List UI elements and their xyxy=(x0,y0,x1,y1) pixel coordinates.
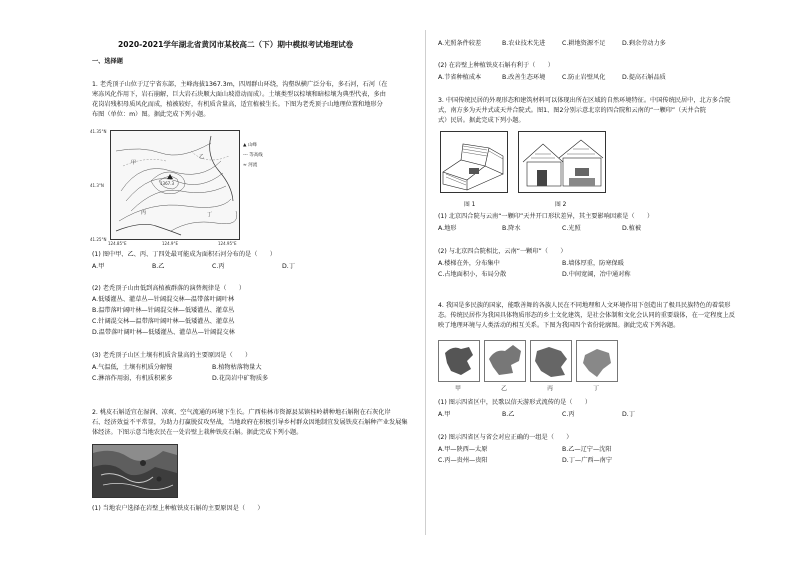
province-map-ding xyxy=(576,340,618,382)
q4-intro-line: 映了地理环境与人类活动的相互关系。下图为我国四个省份轮廓图。据此完成下列各题。 xyxy=(438,322,680,329)
q3-1-stem: (1) 北京四合院与云南“一颗印”天井开口形状差异，其主要影响因素是（ ） xyxy=(438,213,654,220)
q2-1-option-c[interactable]: C.耕地资源不足 xyxy=(562,40,606,47)
q4-intro-line: 4. 我国是多民族的国家，能歌善舞的各族人民在不同地理和人文环境作用下创造出了极具民族特色的着装形 xyxy=(438,302,731,309)
q2-1-option-b[interactable]: B.农业技术先进 xyxy=(502,40,546,47)
q1-2-option-b[interactable]: B.温带落叶阔叶林—针阔混交林—低矮灌丛、灌草丛 xyxy=(92,307,235,314)
q4-2-option-d[interactable]: D.丁—广西—南宁 xyxy=(562,457,613,464)
province-map-bing xyxy=(530,340,572,382)
q2-1-option-a[interactable]: A.光照条件较差 xyxy=(438,40,482,47)
q2-1-option-d[interactable]: D.剩余劳动力多 xyxy=(622,40,666,47)
province-label-yi: 乙 xyxy=(501,386,507,392)
section-heading: 一、选择题 xyxy=(92,58,123,65)
q4-1-option-d[interactable]: D.丁 xyxy=(622,411,635,418)
province-shape-jia xyxy=(439,341,479,381)
q1-2-option-a[interactable]: A.低矮灌丛、灌草丛—针阔混交林—温带落叶阔叶林 xyxy=(92,296,235,303)
map-label-jia: 甲 xyxy=(131,160,137,166)
q1-intro-line: 1. 老秃顶子山位于辽宁省东部，主峰海拔1367.3m，四周群山环绕，沟壑纵横广泛分布，多石河，石河（在 xyxy=(92,81,388,88)
q3-1-option-b[interactable]: B.降水 xyxy=(502,225,521,232)
q1-1-option-c[interactable]: C.丙 xyxy=(212,263,225,270)
province-map-yi xyxy=(484,340,526,382)
q4-2-option-a[interactable]: A.甲—陕西—太原 xyxy=(438,446,488,453)
q2-intro-line: 2. 桃皮石斛适宜在湿润、凉爽、空气流通的环境下生长。广西桂林市资源县某镇桂岭耕种地石斛附在石灰化岸 xyxy=(92,409,391,416)
figure-2-yikeyin xyxy=(518,131,606,193)
province-shape-bing xyxy=(531,341,571,381)
q1-intro-line: 布图（单位：m）图。据此完成下列小题。 xyxy=(92,111,210,118)
q3-1-option-c[interactable]: C.光照 xyxy=(562,225,581,232)
q2-2-option-a[interactable]: A.节省种植成本 xyxy=(438,74,482,81)
q2-2-option-b[interactable]: B.改善生态环境 xyxy=(502,74,546,81)
q3-1-option-a[interactable]: A.地形 xyxy=(438,225,457,232)
q4-1-option-c[interactable]: C.丙 xyxy=(562,411,575,418)
lat-label-bottom: 41.25°N xyxy=(90,237,107,242)
figure-1-caption: 图 1 xyxy=(464,202,476,208)
q2-1-stem: (1) 当地农户选择在岩壁上种植铁皮石斛的主要原因是（ ） xyxy=(92,505,264,512)
q3-intro-line: 3. 中国传统民居的外观形态和建筑材料可以体现出所在区域的自然环境特征。中国传统民居中，北方多合院 xyxy=(438,97,731,104)
map-label-bing: 丙 xyxy=(141,210,147,216)
lat-label-mid: 41.3°N xyxy=(90,183,104,188)
topographic-map xyxy=(110,130,240,240)
q4-2-option-c[interactable]: C.丙—贵州—贵阳 xyxy=(438,457,488,464)
q3-2-stem: (2) 与北京四合院相比，云南“一颗印”（ ） xyxy=(438,248,567,255)
cliff-photo xyxy=(92,444,178,498)
q1-intro-line: 寒冻风化作用下，岩石崩解，巨大岩石块顺大面山坡滑动而成）。土壤类型以棕壤和暗棕壤为典型代表，多由 xyxy=(92,91,386,98)
q4-2-stem: (2) 图示四省区与省会对应正确的一组是（ ） xyxy=(438,434,573,441)
q1-3-stem: (3) 老秃顶子山区土壤有机质含量高的主要原因是（ ） xyxy=(92,352,252,359)
province-label-jia: 甲 xyxy=(455,386,461,392)
q1-1-option-b[interactable]: B.乙 xyxy=(152,263,165,270)
q3-2-option-c[interactable]: C.占地面积小，布局分散 xyxy=(438,271,507,278)
q1-1-option-a[interactable]: A.甲 xyxy=(92,263,105,270)
q1-3-option-b[interactable]: B.植物枯落物量大 xyxy=(212,364,262,371)
q1-2-stem: (2) 老秃顶子山由低到高植被群落的演替规律是（ ） xyxy=(92,285,246,292)
map-label-yi: 乙 xyxy=(199,154,205,160)
q4-1-option-a[interactable]: A.甲 xyxy=(438,411,451,418)
q2-intro-line: 体经济。下图示意当地农民在一处岩壁上栽种铁皮石斛。据此完成下列小题。 xyxy=(92,429,303,436)
q1-1-stem: (1) 图中甲、乙、丙、丁四处最可能成为面积石河分布的是（ ） xyxy=(92,251,276,258)
cliff-photo-drawing xyxy=(93,445,177,497)
province-label-bing: 丙 xyxy=(547,386,553,392)
q1-3-option-a[interactable]: A.气温低，土壤有机质分解慢 xyxy=(92,364,173,371)
province-label-ding: 丁 xyxy=(593,386,599,392)
legend-contour: --- 等高线 xyxy=(243,153,263,158)
column-divider xyxy=(425,30,426,535)
province-map-jia xyxy=(438,340,480,382)
q2-2-option-c[interactable]: C.防止岩壁风化 xyxy=(562,74,606,81)
q4-1-option-b[interactable]: B.乙 xyxy=(502,411,515,418)
q3-2-option-d[interactable]: D.中间宽阔，冶中通对称 xyxy=(562,271,631,278)
legend-peak: ▲ 山峰 xyxy=(243,143,257,148)
contour-lines xyxy=(111,131,239,239)
q1-2-option-c[interactable]: C.针阔混交林—温带落叶阔叶林—低矮灌丛、灌草丛 xyxy=(92,318,235,325)
q1-intro-line: 花岗岩残积母质风化而成，植被较好，有机质含量高，适宜植被生长。下图为老秃顶子山地理位置和地形分 xyxy=(92,101,383,108)
q1-1-option-d[interactable]: D.丁 xyxy=(282,263,295,270)
q1-3-option-c[interactable]: C.淋溶作用弱，有机质积累多 xyxy=(92,375,173,382)
q4-intro-line: 态。传统民居作为我国具体物质形态的乡土文化建筑，是社会体制和文化会认同的重要载体，在一定程度上反 xyxy=(438,312,735,319)
figure-1-siheyuan xyxy=(440,131,508,193)
document-title: 2020-2021学年湖北省黄冈市某校高二（下）期中模拟考试地理试卷 xyxy=(118,40,354,49)
map-label-ding: 丁 xyxy=(207,212,213,218)
q3-2-option-a[interactable]: A.楼梯在外，分布集中 xyxy=(438,260,500,267)
q4-1-stem: (1) 图示四省区中，民歌以信天游形式流传的是（ ） xyxy=(438,399,592,406)
figure-2-caption: 图 2 xyxy=(555,202,567,208)
q4-2-option-b[interactable]: B.乙—辽宁—沈阳 xyxy=(562,446,612,453)
lon-label-mid: 124.9°E xyxy=(162,241,178,246)
q3-intro-line: 式，南方多为天井式或天井合院式。图1、图2分别示意北京的四合院和云南的“一颗印”（天井合院 xyxy=(438,107,706,114)
lat-label-top: 41.35°N xyxy=(90,129,107,134)
legend-river: ≈ 河流 xyxy=(243,163,258,168)
province-shape-ding xyxy=(577,341,617,381)
q3-intro-line: 式）民居。据此完成下列小题。 xyxy=(438,117,525,124)
yikeyin-drawing xyxy=(519,132,605,192)
peak-elevation: 1367.3 xyxy=(160,181,174,186)
lon-label-left: 124.85°E xyxy=(108,241,127,246)
province-shape-yi xyxy=(485,341,525,381)
q1-2-option-d[interactable]: D.温带落叶阔叶林—低矮灌丛、灌草丛—针阔混交林 xyxy=(92,329,235,336)
q3-1-option-d[interactable]: D.植被 xyxy=(622,225,642,232)
q2-intro-line: 石、经济效益不平常显，为助力打赢脱贫攻坚战，当地政府在积极引导乡村群众因地制宜发展铁皮石斛种产业发展集 xyxy=(92,419,408,426)
q2-2-option-d[interactable]: D.提高石斛品质 xyxy=(622,74,666,81)
q1-3-option-d[interactable]: D.花岗岩中矿物质多 xyxy=(212,375,269,382)
q2-2-stem: (2) 在岩壁上种植铁皮石斛有利于（ ） xyxy=(438,62,554,69)
lon-label-right: 124.95°E xyxy=(218,241,237,246)
siheyuan-drawing xyxy=(441,132,507,192)
q3-2-option-b[interactable]: B.墙体厚重，防寒保暖 xyxy=(562,260,624,267)
